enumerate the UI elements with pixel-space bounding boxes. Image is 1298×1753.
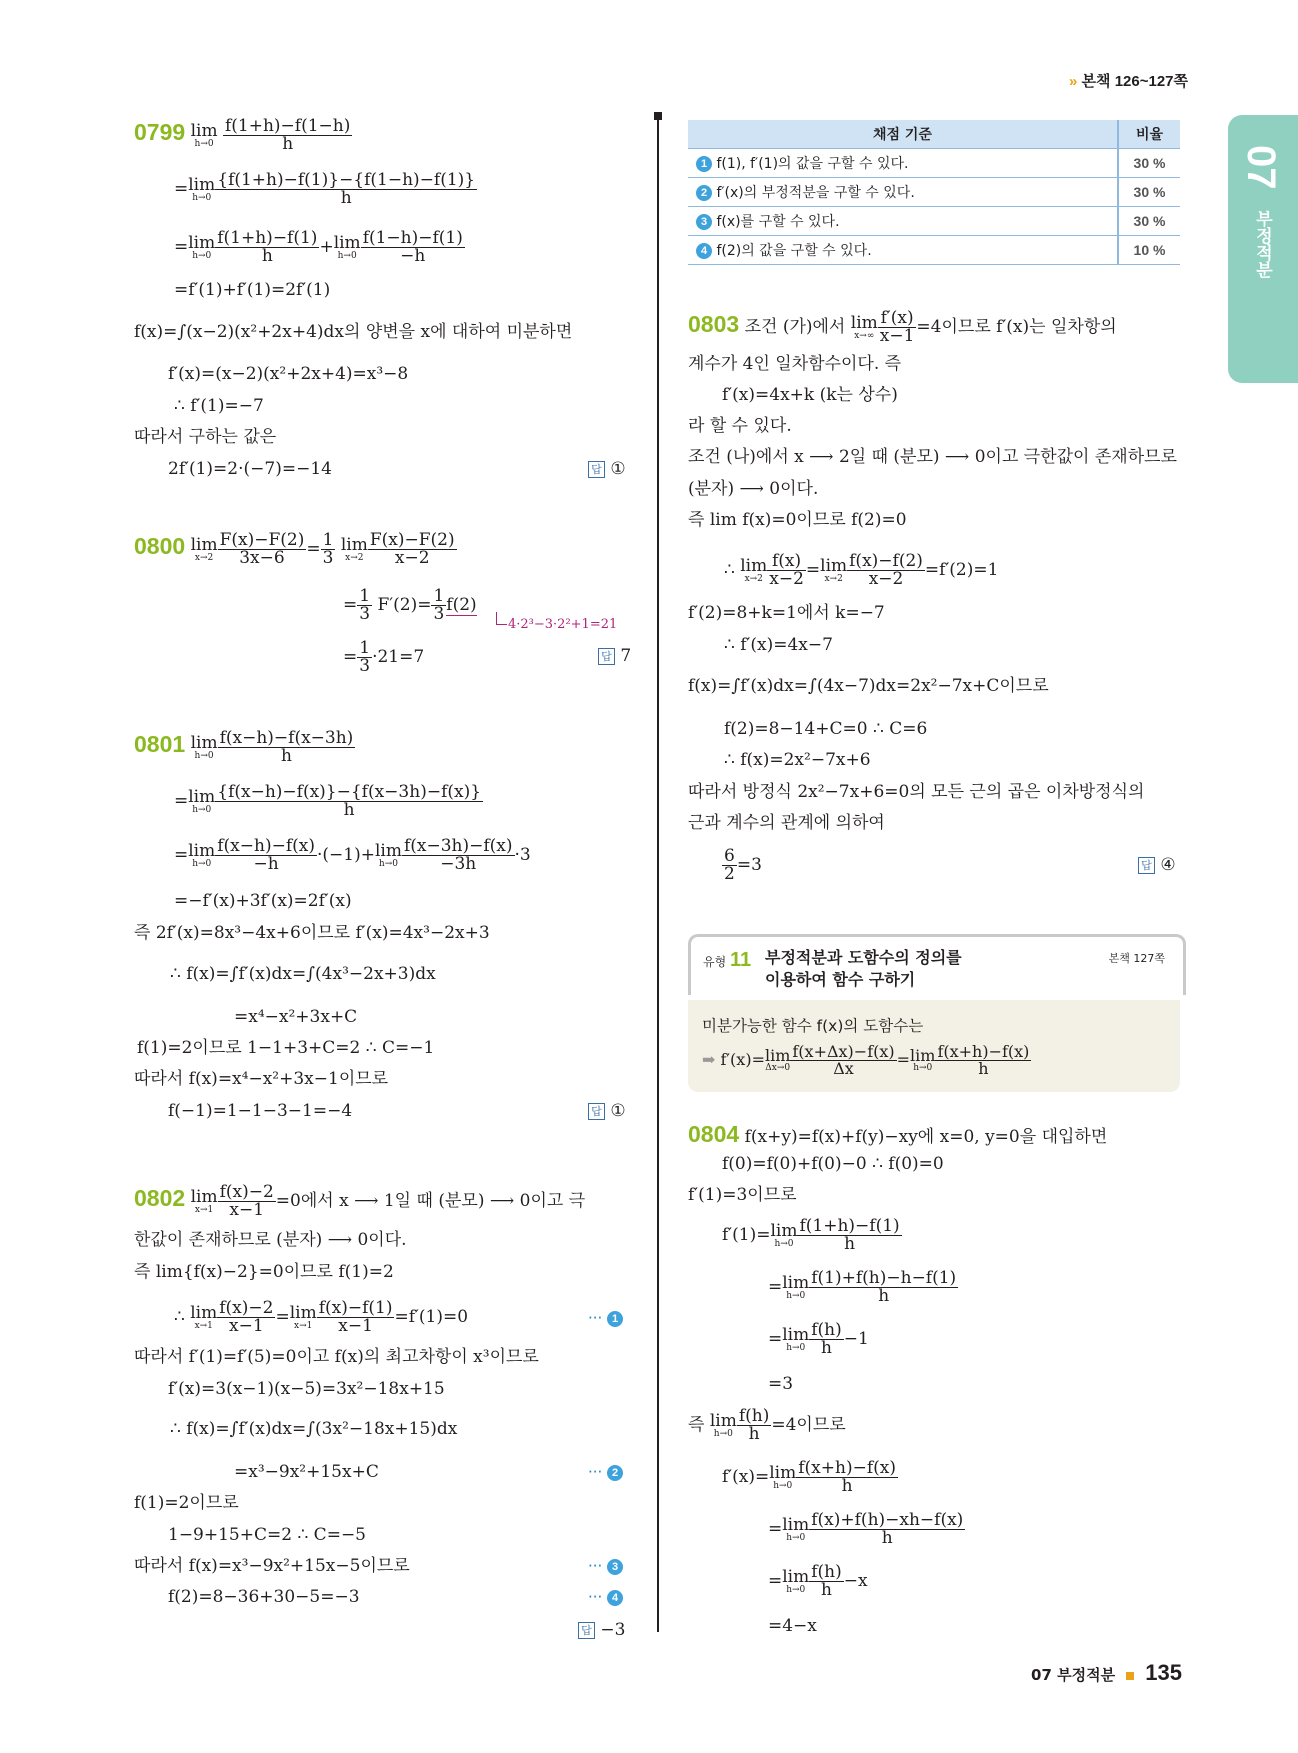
answer-mark-icon: 답 bbox=[598, 648, 615, 665]
denominator: h bbox=[978, 1059, 989, 1078]
fraction bbox=[215, 838, 317, 873]
numerator: f(1+h)−f(1) bbox=[217, 228, 318, 248]
fraction bbox=[317, 1300, 395, 1335]
step-marker-3: ··· 3 bbox=[588, 1557, 623, 1575]
denominator: h bbox=[878, 1286, 890, 1306]
problem-number: 0804 bbox=[688, 1121, 740, 1147]
text-line: ∴ f(x)=2x²−7x+6 bbox=[724, 750, 871, 770]
denominator: 3 bbox=[359, 604, 371, 624]
lim-sub: h→0 bbox=[192, 804, 212, 815]
lim-sub: x→2 bbox=[744, 573, 763, 584]
numerator: f(x)−2 bbox=[219, 1298, 274, 1318]
fraction bbox=[722, 848, 737, 883]
rubric-text: f′(x)의 부정적분을 구할 수 있다. bbox=[716, 185, 915, 201]
step-number: 1 bbox=[696, 156, 712, 172]
fraction bbox=[217, 1300, 275, 1335]
step-line: =lim h→0 $\frac{f(x)+f(h)-xh-f(x)}{h}$ bbox=[768, 1510, 964, 1548]
chapter-number: 07 bbox=[1239, 145, 1283, 190]
lim-sub: x→1 bbox=[294, 1320, 313, 1331]
denominator: 2 bbox=[724, 864, 735, 884]
lim-sub: x→2 bbox=[194, 552, 214, 563]
denominator: x−1 bbox=[338, 1316, 373, 1336]
page-number: 135 bbox=[1145, 1660, 1182, 1685]
answer-value: −3 bbox=[600, 1620, 626, 1640]
denominator: 3 bbox=[322, 548, 334, 568]
chapter-title: 부정적분 bbox=[1252, 210, 1272, 278]
numerator: {f(1+h)−f(1)}−{f(1−h)−f(1)} bbox=[217, 170, 476, 190]
text: =3 bbox=[736, 855, 762, 875]
rubric-row bbox=[688, 236, 1180, 265]
step-line: f′(1)=lim h→0 $\frac{f(1+h)-f(1)}{h}$ bbox=[722, 1216, 900, 1254]
numerator: f′(x) bbox=[878, 310, 917, 328]
step-line: =lim h→0 $\frac{f(h)}{h}$ −1 bbox=[768, 1320, 869, 1358]
numerator: 1 bbox=[322, 530, 334, 550]
text-line: f′(1)=3이므로 bbox=[688, 1185, 797, 1205]
step-number: 2 bbox=[696, 185, 712, 201]
lim-sub: h→0 bbox=[194, 138, 214, 149]
lim-sub: x→2 bbox=[345, 552, 364, 563]
fraction bbox=[218, 730, 356, 765]
denominator: −h bbox=[400, 246, 426, 266]
text: =4이므로 f′(x)는 일차항의 bbox=[916, 317, 1117, 337]
text-line: 2f′(1)=2·(−7)=−14 bbox=[168, 459, 332, 479]
answer-value: ① bbox=[610, 1101, 626, 1121]
text-line: f(0)=f(0)+f(0)−0 ∴ f(0)=0 bbox=[722, 1154, 944, 1174]
numerator: f(x+Δx)−f(x) bbox=[792, 1042, 895, 1061]
denominator: −3h bbox=[440, 854, 477, 874]
scoring-rubric-table bbox=[688, 120, 1180, 265]
rubric-pct: 30 % bbox=[1118, 207, 1180, 236]
lim-sub: h→0 bbox=[786, 1584, 806, 1595]
lim-sub: h→0 bbox=[913, 1063, 933, 1073]
limit: lim h→0 bbox=[188, 840, 216, 869]
numerator: F(x)−F(2) bbox=[369, 530, 455, 550]
denominator: x−1 bbox=[229, 1200, 265, 1220]
problem-0800: 0800 lim x→2 $\frac{F(x)-F(2)}{3x-6}$ = $\frac{1}{3}$ lim x→2 $\frac{F(x)-F(2)}{x-2}$ bbox=[134, 530, 455, 568]
text-line: 즉 lim{f(x)−2}=0이므로 f(1)=2 bbox=[134, 1262, 394, 1282]
numerator: f(x)−f(1) bbox=[318, 1298, 393, 1318]
annotation-note: 4·2³−3·2²+1=21 bbox=[508, 617, 618, 632]
text-line: =x⁴−x²+3x+C bbox=[234, 1007, 358, 1027]
denominator: x−2 bbox=[868, 569, 904, 589]
type-title bbox=[765, 947, 962, 991]
numerator: f(x)+f(h)−xh−f(x) bbox=[811, 1510, 964, 1530]
type-ref: 본책 127쪽 bbox=[1108, 952, 1165, 965]
denominator: h bbox=[280, 746, 292, 766]
rubric-row bbox=[688, 149, 1180, 178]
type-box-header bbox=[688, 934, 1186, 995]
square-bullet-icon bbox=[1126, 1672, 1134, 1680]
step-number: 1 bbox=[607, 1311, 623, 1327]
fraction bbox=[809, 1322, 844, 1357]
text-line: f′(x)=3(x−1)(x−5)=3x²−18x+15 bbox=[168, 1379, 445, 1399]
limit: lim x→2 bbox=[190, 534, 218, 563]
text-line: f(x)=∫f′(x)dx=∫(4x−7)dx=2x²−7x+C이므로 bbox=[688, 676, 1049, 696]
step-number: 2 bbox=[607, 1465, 623, 1481]
text-line: 즉 2f′(x)=8x³−4x+6이므로 f′(x)=4x³−2x+3 bbox=[134, 923, 490, 943]
problem-number: 0803 bbox=[688, 311, 740, 337]
denominator: 3 bbox=[433, 604, 445, 624]
step-number: 3 bbox=[607, 1559, 623, 1575]
lim-sub: h→0 bbox=[192, 192, 212, 203]
text: ·21=7 bbox=[372, 647, 425, 667]
rubric-pct: 30 % bbox=[1118, 149, 1180, 178]
numerator: f(1+h)−f(1−h) bbox=[224, 116, 351, 136]
numerator: f(h) bbox=[811, 1320, 842, 1340]
numerator: f(1+h)−f(1) bbox=[799, 1216, 900, 1236]
fraction bbox=[218, 1184, 276, 1219]
problem-0804 bbox=[688, 1123, 1107, 1146]
text-line: f′(2)=8+k=1에서 k=−7 bbox=[688, 603, 885, 623]
step-line: 즉 lim h→0 $\frac{f(h)}{h}$ =4이므로 bbox=[688, 1406, 846, 1444]
text-line: 근과 계수의 관계에 의하여 bbox=[688, 813, 885, 833]
limit: lim h→0 bbox=[188, 232, 216, 261]
numerator: f(x) bbox=[767, 553, 806, 571]
numerator: {f(x−h)−f(x)}−{f(x−3h)−f(x)} bbox=[217, 782, 482, 802]
lim-sub: h→0 bbox=[337, 250, 357, 261]
step-number: 4 bbox=[607, 1590, 623, 1606]
fraction bbox=[357, 588, 372, 623]
text: f(x+y)=f(x)+f(y)−xy에 x=0, y=0을 대입하면 bbox=[744, 1127, 1108, 1147]
rubric-header-criteria: 채점 기준 bbox=[688, 120, 1118, 149]
limit: lim h→0 bbox=[782, 1272, 810, 1301]
denominator: Δx bbox=[833, 1059, 854, 1078]
limit: lim x→2 bbox=[340, 534, 368, 563]
footer-chapter: 07 부정적분 bbox=[1031, 1666, 1116, 1684]
limit: lim x→2 bbox=[820, 555, 848, 584]
answer-value: ④ bbox=[1160, 855, 1176, 875]
limit: lim h→0 bbox=[782, 1324, 810, 1353]
lim-sub: h→0 bbox=[774, 1238, 794, 1249]
rubric-pct: 10 % bbox=[1118, 236, 1180, 265]
fraction bbox=[797, 1218, 901, 1253]
denominator: 3 bbox=[359, 656, 371, 676]
denominator: x−2 bbox=[394, 548, 430, 568]
step-line: f′(x)=lim h→0 $\frac{f(x+h)-f(x)}{h}$ bbox=[722, 1458, 896, 1496]
numerator: f(1−h)−f(1) bbox=[362, 228, 463, 248]
denominator: h bbox=[343, 800, 355, 820]
fraction bbox=[368, 532, 457, 567]
fraction bbox=[321, 532, 336, 567]
denominator: −h bbox=[253, 854, 279, 874]
text: −1 bbox=[843, 1329, 869, 1349]
rubric-header-ratio: 비율 bbox=[1118, 120, 1180, 149]
fraction bbox=[809, 1564, 844, 1599]
lim-sub: h→0 bbox=[378, 858, 398, 869]
numerator: f(x)−f(2) bbox=[849, 551, 923, 571]
step-line: ∴ lim x→2 $\frac{f(x)}{x-2}$ =lim x→2 $\frac{f(x)-f(2)}{x-2}$ =f′(2)=1 bbox=[724, 551, 999, 589]
text: f(2) bbox=[446, 595, 477, 615]
rubric-row bbox=[688, 207, 1180, 236]
problem-number: 0802 bbox=[134, 1185, 186, 1211]
limit: lim x→1 bbox=[190, 1302, 218, 1331]
text-line: f(2)=8−14+C=0 ∴ C=6 bbox=[724, 719, 928, 739]
text-line: ∴ f′(x)=4x−7 bbox=[724, 635, 833, 655]
lim-sub: x→2 bbox=[824, 573, 843, 584]
text: =0에서 x ⟶ 1일 때 (분모) ⟶ 0이고 극 bbox=[275, 1191, 586, 1211]
fraction bbox=[431, 588, 446, 623]
text-line: 조건 (나)에서 x ⟶ 2일 때 (분모) ⟶ 0이고 극한값이 존재하므로 bbox=[688, 447, 1177, 467]
fraction bbox=[361, 230, 465, 265]
fraction bbox=[809, 1270, 958, 1305]
problem-0801 bbox=[134, 730, 355, 765]
numerator: f(x−h)−f(x−3h) bbox=[219, 728, 354, 748]
denominator: h bbox=[881, 1528, 893, 1548]
denominator: x−1 bbox=[229, 1316, 264, 1336]
text-line: f(1)=2이므로 1−1+3+C=2 ∴ C=−1 bbox=[137, 1038, 435, 1058]
page-ref bbox=[1069, 70, 1188, 91]
problem-number: 0800 bbox=[134, 533, 186, 559]
step-line: =f′(1)+f′(1)=2f′(1) bbox=[174, 280, 331, 300]
step-line: =lim h→0 $\frac{f(x-h)-f(x)}{-h}$ ·(−1)+lim h→0 $\frac{f(x-3h)-f(x)}{-3h}$ ·3 bbox=[174, 836, 531, 874]
answer-value: ① bbox=[610, 459, 626, 479]
page-footer bbox=[1031, 1660, 1182, 1686]
type-title-line: 이용하여 함수 구하기 bbox=[765, 970, 916, 989]
problem-number: 0801 bbox=[134, 731, 186, 757]
fraction bbox=[847, 553, 925, 588]
problem-0803 bbox=[688, 310, 1117, 345]
answer-mark-icon: 답 bbox=[588, 461, 605, 478]
denominator: h bbox=[821, 1338, 832, 1358]
denominator: h bbox=[261, 246, 273, 266]
denominator: h bbox=[821, 1580, 832, 1600]
page-ref-text: 본책 126~127쪽 bbox=[1081, 73, 1188, 90]
limit: lim h→0 bbox=[770, 1220, 798, 1249]
text: −x bbox=[843, 1571, 868, 1591]
text-line: 따라서 구하는 값은 bbox=[134, 427, 277, 447]
answer bbox=[578, 1620, 625, 1640]
limit: lim h→0 bbox=[190, 732, 218, 761]
answer-mark-icon: 답 bbox=[1138, 857, 1155, 874]
denominator: h bbox=[282, 134, 294, 154]
numerator: F(x)−F(2) bbox=[219, 530, 305, 550]
limit: lim x→1 bbox=[190, 1186, 218, 1215]
rubric-text: f(2)의 값을 구할 수 있다. bbox=[716, 243, 872, 259]
limit: lim h→0 bbox=[782, 1514, 810, 1543]
text-line: 1−9+15+C=2 ∴ C=−5 bbox=[168, 1525, 366, 1545]
type-box-body bbox=[688, 1000, 1180, 1092]
text: F′(2)= bbox=[377, 595, 432, 615]
text-line: =x³−9x²+15x+C bbox=[234, 1462, 379, 1482]
limit: lim h→0 bbox=[782, 1566, 810, 1595]
numerator: f(h) bbox=[811, 1562, 842, 1582]
numerator: f(x+h)−f(x) bbox=[937, 1042, 1030, 1061]
numerator: f(x−3h)−f(x) bbox=[403, 836, 513, 856]
lim-sub: h→0 bbox=[786, 1290, 806, 1301]
text-line: 한값이 존재하므로 (분자) ⟶ 0이다. bbox=[134, 1230, 407, 1250]
fraction bbox=[223, 118, 352, 153]
text: =4이므로 bbox=[771, 1415, 846, 1435]
column-divider bbox=[657, 112, 659, 1632]
step-line: =−f′(x)+3f′(x)=2f′(x) bbox=[174, 891, 352, 911]
limit: lim h→0 bbox=[188, 786, 216, 815]
denominator: x−2 bbox=[769, 569, 804, 589]
text-line: 라 할 수 있다. bbox=[688, 416, 792, 436]
answer bbox=[1138, 855, 1176, 875]
limit: lim h→0 bbox=[188, 174, 216, 203]
step-line: =lim h→0 $\frac{\{f(1+h)-f(1)\}-\{f(1-h)-f(1)\}}{h}$ bbox=[174, 170, 476, 208]
lim-sub: h→0 bbox=[773, 1480, 793, 1491]
limit: lim h→0 bbox=[374, 840, 402, 869]
fraction bbox=[796, 1460, 898, 1495]
step-line: =lim h→0 $\frac{f(1)+f(h)-h-f(1)}{h}$ bbox=[768, 1268, 957, 1306]
step-line: =4−x bbox=[768, 1616, 817, 1636]
answer bbox=[598, 646, 631, 666]
numerator: f(x−h)−f(x) bbox=[217, 836, 315, 856]
text-line: ∴ f(x)=∫f′(x)dx=∫(4x³−2x+3)dx bbox=[170, 964, 436, 984]
numerator: f(x+h)−f(x) bbox=[798, 1458, 896, 1478]
lim-sub: h→0 bbox=[192, 250, 212, 261]
rubric-text: f(1), f′(1)의 값을 구할 수 있다. bbox=[716, 156, 909, 172]
text-line: 계수가 4인 일차함수이다. 즉 bbox=[688, 354, 902, 374]
lim-sub: h→0 bbox=[194, 750, 214, 761]
step-line bbox=[722, 848, 762, 883]
step-line: =lim h→0 $\frac{f(1+h)-f(1)}{h}$ +lim h→0 $\frac{f(1-h)-f(1)}{-h}$ bbox=[174, 228, 463, 266]
step-number: 4 bbox=[696, 243, 712, 259]
type-label bbox=[703, 949, 751, 972]
text: =f′(1)=0 bbox=[394, 1307, 469, 1327]
numerator: 6 bbox=[724, 846, 735, 866]
step-line: =3 bbox=[768, 1374, 794, 1394]
fraction bbox=[737, 1408, 772, 1443]
lim-sub: h→0 bbox=[713, 1428, 733, 1439]
step-marker-1: ··· 1 bbox=[588, 1309, 623, 1327]
chapter-side-tab[interactable] bbox=[1228, 115, 1298, 383]
text-line: 따라서 방정식 2x²−7x+6=0의 모든 근의 곱은 이차방정식의 bbox=[688, 782, 1145, 802]
text-line: ∴ f′(1)=−7 bbox=[174, 396, 264, 416]
step-line: =lim h→0 $\frac{f(h)}{h}$ −x bbox=[768, 1562, 868, 1600]
step-marker-2: ··· 2 bbox=[588, 1463, 623, 1481]
numerator: 1 bbox=[359, 638, 371, 658]
text-line: f(1)=2이므로 bbox=[134, 1493, 239, 1513]
step-line: ∴ lim x→1 $\frac{f(x)-2}{x-1}$ =lim x→1 $\frac{f(x)-f(1)}{x-1}$ =f′(1)=0 bbox=[174, 1298, 469, 1336]
limit: lim h→0 bbox=[910, 1046, 936, 1073]
note-bracket bbox=[496, 612, 507, 625]
step-line: = $\frac{1}{3}$ F′(2)= $\frac{1}{3}$ f(2) bbox=[343, 586, 477, 624]
text: 조건 (가)에서 bbox=[744, 317, 846, 337]
denominator: h bbox=[340, 188, 352, 208]
fraction bbox=[878, 310, 917, 345]
numerator: f(1)+f(h)−h−f(1) bbox=[811, 1268, 957, 1288]
text-line: 따라서 f(x)=x³−9x²+15x−5이므로 bbox=[134, 1556, 410, 1576]
step-line: = $\frac{1}{3}$ ·21=7 bbox=[343, 638, 425, 676]
limit: lim x→∞ bbox=[850, 312, 878, 341]
fraction bbox=[402, 838, 515, 873]
lim-text: lim bbox=[190, 120, 218, 141]
numerator: f(x)−2 bbox=[219, 1182, 274, 1202]
divider-cap bbox=[654, 112, 662, 120]
limit: lim h→0 bbox=[333, 232, 361, 261]
text: f′(x)= bbox=[720, 1050, 765, 1069]
type-number: 11 bbox=[730, 949, 752, 971]
denominator: x−1 bbox=[879, 326, 915, 346]
limit: lim Δx→0 bbox=[764, 1046, 791, 1073]
text-line: 즉 lim f(x)=0이므로 f(2)=0 bbox=[688, 510, 907, 530]
lim-sub: h→0 bbox=[786, 1342, 806, 1353]
type-title-line: 부정적분과 도함수의 정의를 bbox=[765, 948, 962, 967]
text: ·(−1)+ bbox=[316, 845, 375, 865]
fraction bbox=[215, 784, 483, 819]
denominator: h bbox=[748, 1424, 760, 1444]
lim-sub: h→0 bbox=[192, 858, 212, 869]
answer-value: 7 bbox=[620, 646, 632, 666]
text-line: f′(x)=(x−2)(x²+2x+4)=x³−8 bbox=[168, 364, 409, 384]
answer-mark-icon: 답 bbox=[588, 1103, 605, 1120]
problem-0799 bbox=[134, 118, 352, 153]
step-marker-4: ··· 4 bbox=[588, 1588, 623, 1606]
lim-sub: x→1 bbox=[194, 1204, 214, 1215]
fraction bbox=[935, 1044, 1031, 1077]
limit: lim x→2 bbox=[740, 555, 768, 584]
fraction bbox=[357, 640, 372, 675]
step-number: 3 bbox=[696, 214, 712, 230]
text-line: 따라서 f′(1)=f′(5)=0이고 f(x)의 최고차항이 x³이므로 bbox=[134, 1347, 539, 1367]
rubric-pct: 30 % bbox=[1118, 178, 1180, 207]
rubric-text: f(x)를 구할 수 있다. bbox=[716, 214, 840, 230]
text: =f′(2)=1 bbox=[924, 560, 999, 580]
numerator: 1 bbox=[359, 586, 371, 606]
lim-sub: x→∞ bbox=[854, 330, 875, 341]
fraction bbox=[215, 172, 477, 207]
double-chevron-icon: » bbox=[1069, 73, 1078, 90]
fraction bbox=[790, 1044, 896, 1077]
text-line: f′(x)=4x+k (k는 상수) bbox=[722, 385, 898, 405]
limit bbox=[190, 120, 218, 149]
fraction bbox=[809, 1512, 965, 1547]
numerator: 1 bbox=[433, 586, 445, 606]
text-line: f(2)=8−36+30−5=−3 bbox=[168, 1587, 360, 1607]
answer bbox=[588, 459, 626, 479]
step-line: =lim h→0 $\frac{\{f(x-h)-f(x)\}-\{f(x-3h)-f(x)\}}{h}$ bbox=[174, 782, 482, 820]
problem-0802 bbox=[134, 1184, 585, 1219]
type-label-text: 유형 bbox=[703, 955, 727, 969]
answer bbox=[588, 1101, 626, 1121]
text-line: 따라서 f(x)=x⁴−x²+3x−1이므로 bbox=[134, 1069, 389, 1089]
limit: lim h→0 bbox=[769, 1462, 797, 1491]
lim-sub: h→0 bbox=[786, 1532, 806, 1543]
denominator: h bbox=[841, 1476, 853, 1496]
text: ·3 bbox=[514, 845, 531, 865]
denominator: h bbox=[844, 1234, 856, 1254]
problem-number: 0799 bbox=[134, 119, 186, 145]
text-line: (분자) ⟶ 0이다. bbox=[688, 479, 819, 499]
text-line: ∴ f(x)=∫f′(x)dx=∫(3x²−18x+15)dx bbox=[170, 1419, 458, 1439]
lim-sub: x→1 bbox=[194, 1320, 213, 1331]
text-line: f(−1)=1−1−3−1=−4 bbox=[168, 1101, 353, 1121]
rubric-row bbox=[688, 178, 1180, 207]
answer-mark-icon: 답 bbox=[578, 1622, 595, 1639]
arrow-right-icon: ➡ bbox=[702, 1050, 716, 1069]
type-desc: 미분가능한 함수 f(x)의 도함수는 bbox=[702, 1017, 924, 1035]
denominator: 3x−6 bbox=[239, 548, 285, 568]
type-formula: ➡ f′(x)=lim Δx→0 $\frac{f(x+\Delta x)-f(x)}{\Delta x}$ =lim h→0 $\frac{f(x+h)-f(x)}{h}$ bbox=[702, 1042, 1030, 1078]
text-line: f(x)=∫(x−2)(x²+2x+4)dx의 양변을 x에 대하여 미분하면 bbox=[134, 322, 573, 342]
fraction bbox=[767, 553, 806, 588]
lim-sub: Δx→0 bbox=[765, 1063, 791, 1073]
fraction bbox=[215, 230, 319, 265]
limit: lim x→1 bbox=[289, 1302, 317, 1331]
numerator: f(h) bbox=[738, 1406, 770, 1426]
fraction bbox=[218, 532, 307, 567]
limit: lim h→0 bbox=[709, 1410, 737, 1439]
